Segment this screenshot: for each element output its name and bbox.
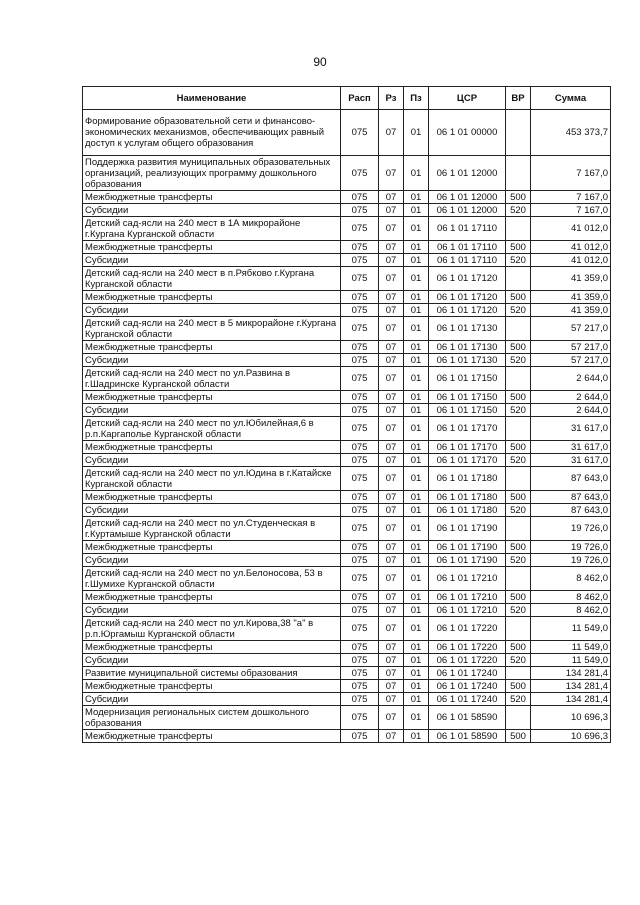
row-sum: 19 726,0	[531, 541, 611, 554]
row-name: Субсидии	[83, 454, 341, 467]
header-rasp: Расп	[341, 87, 379, 110]
table-row	[83, 341, 611, 354]
row-vr: 500	[506, 241, 531, 254]
row-sum: 41 359,0	[531, 291, 611, 304]
row-pz: 01	[404, 541, 429, 554]
row-pz: 01	[404, 454, 429, 467]
row-rz: 07	[379, 354, 404, 367]
row-vr	[506, 367, 531, 391]
row-name: Межбюджетные трансферты	[83, 291, 341, 304]
row-pz: 01	[404, 693, 429, 706]
row-vr	[506, 467, 531, 491]
row-rz: 07	[379, 617, 404, 641]
row-vr: 500	[506, 641, 531, 654]
row-rasp: 075	[341, 604, 379, 617]
row-name: Детский сад-ясли на 240 мест по ул.Кирова,38 "а" в р.п.Юргамыш Курганской области	[83, 617, 341, 641]
row-rz: 07	[379, 291, 404, 304]
row-pz: 01	[404, 367, 429, 391]
row-rz: 07	[379, 504, 404, 517]
row-vr: 520	[506, 654, 531, 667]
row-sum: 8 462,0	[531, 591, 611, 604]
table-row	[83, 391, 611, 404]
row-csr: 06 1 01 12000	[429, 204, 506, 217]
row-sum: 11 549,0	[531, 617, 611, 641]
row-name: Субсидии	[83, 654, 341, 667]
row-rasp: 075	[341, 654, 379, 667]
row-vr: 520	[506, 604, 531, 617]
row-rasp: 075	[341, 417, 379, 441]
page-number: 90	[313, 55, 327, 69]
table-row	[83, 730, 611, 743]
row-sum: 87 643,0	[531, 491, 611, 504]
row-rz: 07	[379, 317, 404, 341]
table-row	[83, 591, 611, 604]
table-row	[83, 617, 611, 641]
row-name: Субсидии	[83, 204, 341, 217]
row-csr: 06 1 01 12000	[429, 156, 506, 191]
table-row	[83, 567, 611, 591]
table-row	[83, 367, 611, 391]
row-rasp: 075	[341, 304, 379, 317]
row-name: Межбюджетные трансферты	[83, 680, 341, 693]
row-name: Детский сад-ясли на 240 мест по ул.Развина в г.Шадринске Курганской области	[83, 367, 341, 391]
row-name: Межбюджетные трансферты	[83, 391, 341, 404]
table-row	[83, 604, 611, 617]
row-csr: 06 1 01 12000	[429, 191, 506, 204]
row-csr: 06 1 01 17210	[429, 567, 506, 591]
header-name: Наименование	[83, 87, 341, 110]
table-row	[83, 254, 611, 267]
row-csr: 06 1 01 17130	[429, 317, 506, 341]
row-vr	[506, 317, 531, 341]
row-sum: 134 281,4	[531, 680, 611, 693]
table-row	[83, 110, 611, 156]
row-csr: 06 1 01 58590	[429, 706, 506, 730]
table-row	[83, 291, 611, 304]
table-row	[83, 680, 611, 693]
row-rasp: 075	[341, 454, 379, 467]
row-rasp: 075	[341, 156, 379, 191]
row-rz: 07	[379, 341, 404, 354]
row-csr: 06 1 01 17190	[429, 541, 506, 554]
table-row	[83, 654, 611, 667]
row-pz: 01	[404, 417, 429, 441]
row-rz: 07	[379, 367, 404, 391]
row-name: Межбюджетные трансферты	[83, 641, 341, 654]
row-rasp: 075	[341, 667, 379, 680]
row-rz: 07	[379, 641, 404, 654]
row-name: Субсидии	[83, 693, 341, 706]
row-pz: 01	[404, 654, 429, 667]
row-csr: 06 1 01 17220	[429, 617, 506, 641]
row-sum: 2 644,0	[531, 367, 611, 391]
table-row	[83, 156, 611, 191]
row-csr: 06 1 01 17180	[429, 504, 506, 517]
row-pz: 01	[404, 680, 429, 693]
row-rasp: 075	[341, 706, 379, 730]
row-vr	[506, 667, 531, 680]
row-pz: 01	[404, 517, 429, 541]
row-pz: 01	[404, 504, 429, 517]
row-rz: 07	[379, 191, 404, 204]
row-name: Детский сад-ясли на 240 мест в п.Рябково г.Кургана Курганской области	[83, 267, 341, 291]
row-csr: 06 1 01 17210	[429, 591, 506, 604]
row-pz: 01	[404, 467, 429, 491]
table-row	[83, 267, 611, 291]
row-csr: 06 1 01 17210	[429, 604, 506, 617]
row-csr: 06 1 01 17180	[429, 491, 506, 504]
row-name: Детский сад-ясли на 240 мест в 1А микрорайоне г.Кургана Курганской области	[83, 217, 341, 241]
row-rz: 07	[379, 467, 404, 491]
row-name: Субсидии	[83, 404, 341, 417]
row-name: Межбюджетные трансферты	[83, 491, 341, 504]
row-name: Субсидии	[83, 504, 341, 517]
row-rz: 07	[379, 654, 404, 667]
row-name: Межбюджетные трансферты	[83, 541, 341, 554]
row-rasp: 075	[341, 567, 379, 591]
row-sum: 41 012,0	[531, 217, 611, 241]
row-sum: 57 217,0	[531, 341, 611, 354]
row-csr: 06 1 01 17120	[429, 291, 506, 304]
row-vr	[506, 156, 531, 191]
row-name: Субсидии	[83, 354, 341, 367]
row-sum: 11 549,0	[531, 641, 611, 654]
header-sum: Сумма	[531, 87, 611, 110]
row-rasp: 075	[341, 341, 379, 354]
table-header-row	[83, 87, 611, 110]
row-rz: 07	[379, 156, 404, 191]
row-pz: 01	[404, 317, 429, 341]
row-csr: 06 1 01 17130	[429, 354, 506, 367]
row-csr: 06 1 01 17240	[429, 693, 506, 706]
row-sum: 11 549,0	[531, 654, 611, 667]
header-csr: ЦСР	[429, 87, 506, 110]
row-pz: 01	[404, 391, 429, 404]
row-rasp: 075	[341, 217, 379, 241]
row-rasp: 075	[341, 491, 379, 504]
row-pz: 01	[404, 591, 429, 604]
row-name: Межбюджетные трансферты	[83, 191, 341, 204]
row-sum: 453 373,7	[531, 110, 611, 156]
row-rasp: 075	[341, 404, 379, 417]
row-sum: 134 281,4	[531, 693, 611, 706]
table-body	[83, 110, 611, 743]
row-sum: 7 167,0	[531, 204, 611, 217]
header-rz: Рз	[379, 87, 404, 110]
row-sum: 57 217,0	[531, 317, 611, 341]
row-rz: 07	[379, 667, 404, 680]
row-rz: 07	[379, 554, 404, 567]
row-csr: 06 1 01 17190	[429, 554, 506, 567]
row-vr	[506, 567, 531, 591]
row-vr	[506, 517, 531, 541]
row-rasp: 075	[341, 554, 379, 567]
row-rasp: 075	[341, 317, 379, 341]
row-pz: 01	[404, 491, 429, 504]
row-rz: 07	[379, 454, 404, 467]
row-sum: 57 217,0	[531, 354, 611, 367]
row-sum: 8 462,0	[531, 567, 611, 591]
row-vr	[506, 217, 531, 241]
row-name: Развитие муниципальной системы образования	[83, 667, 341, 680]
row-pz: 01	[404, 604, 429, 617]
row-vr: 500	[506, 680, 531, 693]
row-rz: 07	[379, 730, 404, 743]
row-name: Межбюджетные трансферты	[83, 441, 341, 454]
row-csr: 06 1 01 17150	[429, 367, 506, 391]
table-row	[83, 693, 611, 706]
row-rz: 07	[379, 680, 404, 693]
row-csr: 06 1 01 17120	[429, 304, 506, 317]
row-name: Детский сад-ясли на 240 мест по ул.Юбилейная,6 в р.п.Каргаполье Курганской области	[83, 417, 341, 441]
row-pz: 01	[404, 730, 429, 743]
row-name: Межбюджетные трансферты	[83, 591, 341, 604]
row-rz: 07	[379, 217, 404, 241]
row-name: Субсидии	[83, 554, 341, 567]
row-pz: 01	[404, 156, 429, 191]
row-csr: 06 1 01 17220	[429, 641, 506, 654]
row-vr: 500	[506, 730, 531, 743]
row-csr: 06 1 01 17150	[429, 404, 506, 417]
row-pz: 01	[404, 110, 429, 156]
row-pz: 01	[404, 567, 429, 591]
table-row	[83, 204, 611, 217]
row-vr: 500	[506, 441, 531, 454]
row-name: Детский сад-ясли на 240 мест по ул.Студенческая в г.Куртамыше Курганской области	[83, 517, 341, 541]
row-sum: 19 726,0	[531, 517, 611, 541]
row-pz: 01	[404, 217, 429, 241]
row-sum: 87 643,0	[531, 504, 611, 517]
row-rz: 07	[379, 110, 404, 156]
row-vr	[506, 417, 531, 441]
row-rz: 07	[379, 241, 404, 254]
row-csr: 06 1 01 17110	[429, 254, 506, 267]
row-rasp: 075	[341, 541, 379, 554]
row-rz: 07	[379, 204, 404, 217]
row-vr: 520	[506, 404, 531, 417]
row-vr: 520	[506, 693, 531, 706]
row-rasp: 075	[341, 517, 379, 541]
header-vr: ВР	[506, 87, 531, 110]
row-rasp: 075	[341, 730, 379, 743]
table-row	[83, 354, 611, 367]
row-pz: 01	[404, 304, 429, 317]
row-sum: 41 359,0	[531, 304, 611, 317]
row-name: Детский сад-ясли на 240 мест по ул.Белоносова, 53 в г.Шумихе Курганской области	[83, 567, 341, 591]
row-sum: 2 644,0	[531, 404, 611, 417]
row-sum: 41 359,0	[531, 267, 611, 291]
row-name: Модернизация региональных систем дошкольного образования	[83, 706, 341, 730]
row-vr: 520	[506, 454, 531, 467]
row-vr: 520	[506, 504, 531, 517]
row-name: Детский сад-ясли на 240 мест по ул.Юдина в г.Катайске Курганской области	[83, 467, 341, 491]
row-vr	[506, 617, 531, 641]
row-vr: 520	[506, 254, 531, 267]
row-rasp: 075	[341, 391, 379, 404]
row-rasp: 075	[341, 693, 379, 706]
row-rasp: 075	[341, 504, 379, 517]
row-vr: 500	[506, 341, 531, 354]
row-sum: 31 617,0	[531, 441, 611, 454]
row-vr	[506, 110, 531, 156]
row-name: Межбюджетные трансферты	[83, 241, 341, 254]
table-row	[83, 304, 611, 317]
row-rz: 07	[379, 591, 404, 604]
row-name: Субсидии	[83, 254, 341, 267]
row-rz: 07	[379, 254, 404, 267]
row-sum: 7 167,0	[531, 191, 611, 204]
table-row	[83, 554, 611, 567]
row-csr: 06 1 01 17130	[429, 341, 506, 354]
row-csr: 06 1 01 17110	[429, 241, 506, 254]
row-rasp: 075	[341, 680, 379, 693]
row-vr: 500	[506, 391, 531, 404]
row-rasp: 075	[341, 110, 379, 156]
row-pz: 01	[404, 404, 429, 417]
row-rz: 07	[379, 441, 404, 454]
row-rz: 07	[379, 404, 404, 417]
row-sum: 19 726,0	[531, 554, 611, 567]
table-row	[83, 317, 611, 341]
table-row	[83, 667, 611, 680]
row-csr: 06 1 01 17240	[429, 680, 506, 693]
row-vr: 520	[506, 554, 531, 567]
row-name: Поддержка развития муниципальных образовательных организаций, реализующих программу дошкольного образования	[83, 156, 341, 191]
row-sum: 134 281,4	[531, 667, 611, 680]
row-vr	[506, 267, 531, 291]
row-sum: 41 012,0	[531, 254, 611, 267]
row-pz: 01	[404, 617, 429, 641]
row-rz: 07	[379, 604, 404, 617]
row-rz: 07	[379, 706, 404, 730]
row-rasp: 075	[341, 467, 379, 491]
row-pz: 01	[404, 204, 429, 217]
row-pz: 01	[404, 354, 429, 367]
row-csr: 06 1 01 17120	[429, 267, 506, 291]
table-row	[83, 504, 611, 517]
row-pz: 01	[404, 667, 429, 680]
row-name: Детский сад-ясли на 240 мест в 5 микрорайоне г.Кургана Курганской области	[83, 317, 341, 341]
row-rasp: 075	[341, 241, 379, 254]
table-row	[83, 517, 611, 541]
row-sum: 2 644,0	[531, 391, 611, 404]
row-csr: 06 1 01 17220	[429, 654, 506, 667]
row-sum: 7 167,0	[531, 156, 611, 191]
row-rasp: 075	[341, 367, 379, 391]
row-pz: 01	[404, 191, 429, 204]
row-vr: 500	[506, 191, 531, 204]
row-rz: 07	[379, 304, 404, 317]
row-csr: 06 1 01 00000	[429, 110, 506, 156]
row-pz: 01	[404, 554, 429, 567]
row-sum: 31 617,0	[531, 454, 611, 467]
row-name: Формирование образовательной сети и финансово-экономических механизмов, обеспечивающих равный доступ к услугам общего образования	[83, 110, 341, 156]
row-rasp: 075	[341, 641, 379, 654]
row-name: Субсидии	[83, 304, 341, 317]
row-rz: 07	[379, 267, 404, 291]
row-csr: 06 1 01 58590	[429, 730, 506, 743]
row-sum: 8 462,0	[531, 604, 611, 617]
row-vr: 500	[506, 291, 531, 304]
row-csr: 06 1 01 17190	[429, 517, 506, 541]
row-csr: 06 1 01 17180	[429, 467, 506, 491]
row-rasp: 075	[341, 441, 379, 454]
row-vr	[506, 706, 531, 730]
row-rasp: 075	[341, 291, 379, 304]
table-row	[83, 417, 611, 441]
table-row	[83, 454, 611, 467]
row-csr: 06 1 01 17170	[429, 441, 506, 454]
table-row	[83, 641, 611, 654]
header-pz: Пз	[404, 87, 429, 110]
budget-table	[82, 86, 611, 743]
row-sum: 10 696,3	[531, 706, 611, 730]
row-csr: 06 1 01 17110	[429, 217, 506, 241]
row-rz: 07	[379, 693, 404, 706]
row-pz: 01	[404, 706, 429, 730]
row-pz: 01	[404, 441, 429, 454]
row-vr: 500	[506, 541, 531, 554]
row-pz: 01	[404, 241, 429, 254]
table-row	[83, 467, 611, 491]
row-sum: 87 643,0	[531, 467, 611, 491]
row-vr: 500	[506, 491, 531, 504]
table-row	[83, 217, 611, 241]
row-rz: 07	[379, 567, 404, 591]
row-csr: 06 1 01 17170	[429, 417, 506, 441]
row-vr: 500	[506, 591, 531, 604]
table-row	[83, 404, 611, 417]
row-name: Субсидии	[83, 604, 341, 617]
row-sum: 10 696,3	[531, 730, 611, 743]
row-rz: 07	[379, 517, 404, 541]
table-row	[83, 441, 611, 454]
table-row	[83, 241, 611, 254]
row-pz: 01	[404, 291, 429, 304]
row-rz: 07	[379, 491, 404, 504]
row-rasp: 075	[341, 191, 379, 204]
row-pz: 01	[404, 341, 429, 354]
row-rasp: 075	[341, 254, 379, 267]
row-sum: 31 617,0	[531, 417, 611, 441]
row-pz: 01	[404, 267, 429, 291]
row-rasp: 075	[341, 267, 379, 291]
row-vr: 520	[506, 304, 531, 317]
table-row	[83, 706, 611, 730]
row-rz: 07	[379, 391, 404, 404]
row-vr: 520	[506, 354, 531, 367]
row-vr: 520	[506, 204, 531, 217]
row-csr: 06 1 01 17150	[429, 391, 506, 404]
row-rasp: 075	[341, 204, 379, 217]
row-rz: 07	[379, 417, 404, 441]
row-csr: 06 1 01 17170	[429, 454, 506, 467]
row-rasp: 075	[341, 354, 379, 367]
row-sum: 41 012,0	[531, 241, 611, 254]
row-name: Межбюджетные трансферты	[83, 341, 341, 354]
row-pz: 01	[404, 641, 429, 654]
row-rz: 07	[379, 541, 404, 554]
table-row	[83, 191, 611, 204]
table-row	[83, 541, 611, 554]
row-csr: 06 1 01 17240	[429, 667, 506, 680]
row-name: Межбюджетные трансферты	[83, 730, 341, 743]
table-row	[83, 491, 611, 504]
row-pz: 01	[404, 254, 429, 267]
row-rasp: 075	[341, 591, 379, 604]
row-rasp: 075	[341, 617, 379, 641]
